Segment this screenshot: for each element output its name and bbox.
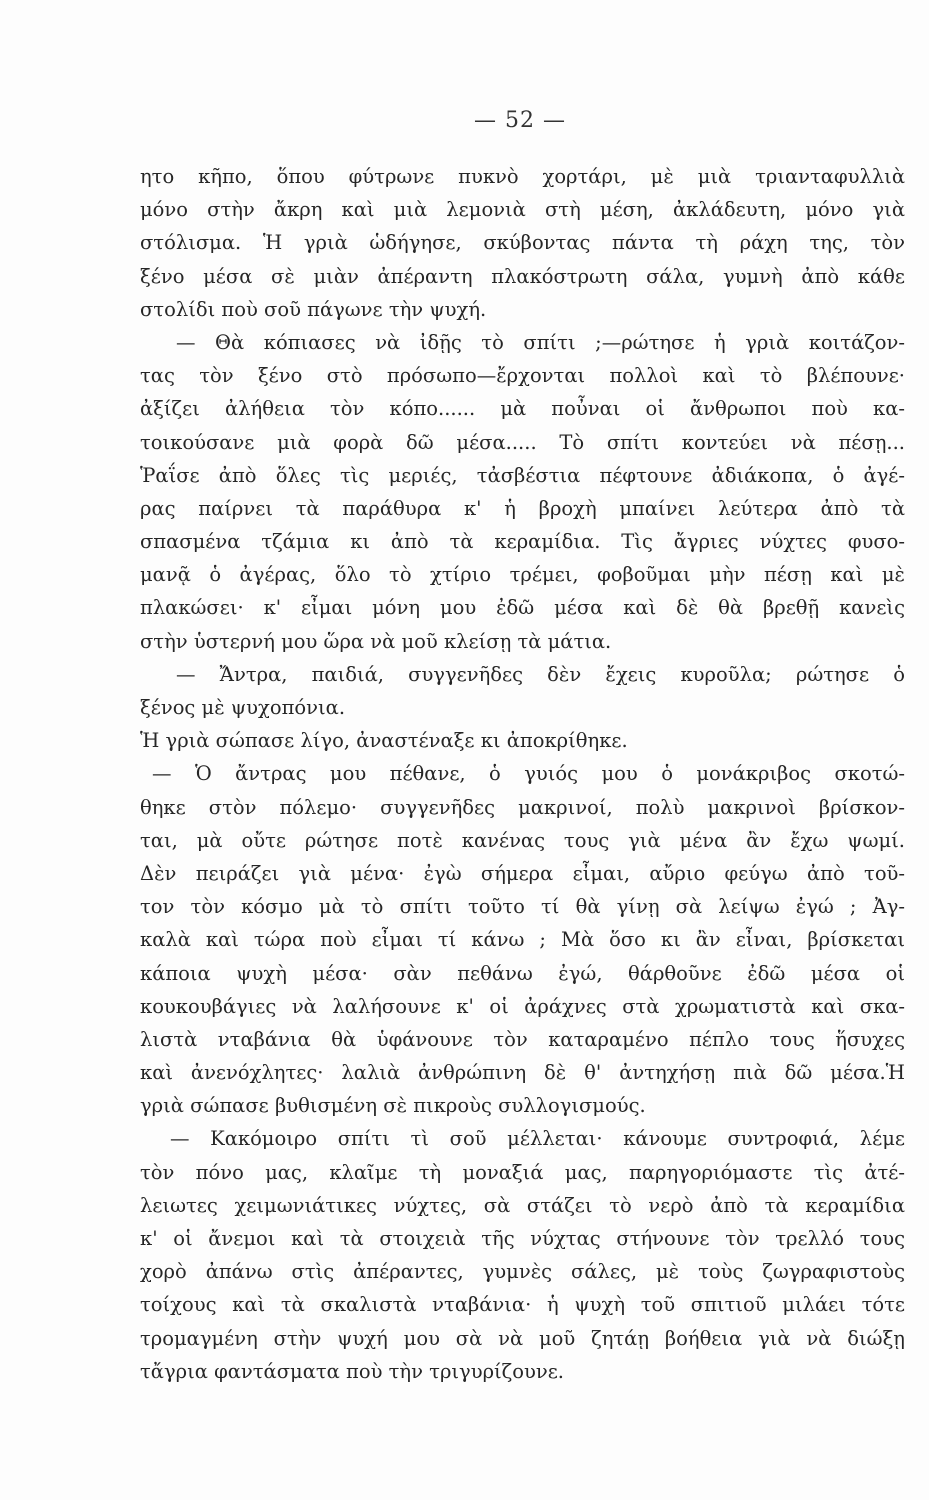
text-line: τον τὸν κόσμο μὰ τὸ σπίτι τοῦτο τί θὰ γίνῃ σὰ λείψω ἐγώ ; Ἀγ- <box>140 895 905 919</box>
text-line: ξένο μέσα σὲ μιὰν ἀπέραντη πλακόστρωτη σάλα, γυμνὴ ἀπὸ κάθε <box>140 264 905 288</box>
text-line: λιστὰ νταβάνια θὰ ὑφάνουνε τὸν καταραμένο πέπλο τους ἥσυχες <box>140 1027 905 1051</box>
text-line: τρομαγμένη στὴν ψυχή μου σὰ νὰ μοῦ ζητάῃ βοήθεια γιὰ νὰ διώξῃ <box>140 1326 905 1350</box>
page-number: — 52 — <box>474 108 566 133</box>
text-line: στόλισμα. Ἡ γριὰ ὡδήγησε, σκύβοντας πάντα τὴ ράχη της, τὸν <box>140 231 905 255</box>
text-line: τας τὸν ξένο στὸ πρόσωπο—ἔρχονται πολλοὶ καὶ τὸ βλέπουνε· <box>140 364 905 388</box>
text-line: χορὸ ἀπάνω στὶς ἀπέραντες, γυμνὲς σάλες, μὲ τοὺς ζωγραφιστοὺς <box>140 1260 905 1284</box>
text-line: κουκουβάγιες νὰ λαλήσουνε κ' οἱ ἀράχνες στὰ χρωματιστὰ καὶ σκα- <box>140 994 905 1018</box>
text-line: Ἡ γριὰ σώπασε λίγο, ἀναστέναξε κι ἀποκρίθηκε. <box>140 729 628 753</box>
text-line: Ῥαΐσε ἀπὸ ὅλες τὶς μεριές, τἀσβέστια πέφτουνε ἀδιάκοπα, ὁ ἀγέ- <box>140 463 905 487</box>
text-line: ρας παίρνει τὰ παράθυρα κ' ἡ βροχὴ μπαίνει λεύτερα ἀπὸ τὰ <box>140 496 905 520</box>
text-line: τἄγρια φαντάσματα ποὺ τὴν τριγυρίζουνε. <box>140 1359 564 1383</box>
text-line: τὸν πόνο μας, κλαῖμε τὴ μοναξιά μας, παρηγοριόμαστε τὶς ἀτέ- <box>140 1160 905 1184</box>
text-line: μανᾷ ὁ ἀγέρας, ὅλο τὸ χτίριο τρέμει, φοβοῦμαι μὴν πέσῃ καὶ μὲ <box>140 563 905 587</box>
text-line: Δὲν πειράζει γιὰ μένα· ἐγὼ σήμερα εἶμαι, αὔριο φεύγω ἀπὸ τοῦ- <box>140 861 905 885</box>
text-line: στὴν ὑστερνή μου ὥρα νὰ μοῦ κλείσῃ τὰ μάτια. <box>140 629 612 653</box>
text-line: τοίχους καὶ τὰ σκαλιστὰ νταβάνια· ἡ ψυχὴ τοῦ σπιτιοῦ μιλάει τότε <box>140 1293 905 1317</box>
text-line: — Θὰ κόπιασες νὰ ἰδῇς τὸ σπίτι ;—ρώτησε ἡ γριὰ κοιτάζον- <box>176 330 905 354</box>
text-line: — Ὁ ἄντρας μου πέθανε, ὁ γυιός μου ὁ μονάκριβος σκοτώ- <box>152 762 905 786</box>
text-line: — Κακόμοιρο σπίτι τὶ σοῦ μέλλεται· κάνουμε συντροφιά, λέμε <box>170 1127 905 1151</box>
text-line: πλακώσει· κ' εἶμαι μόνη μου ἐδῶ μέσα καὶ δὲ θὰ βρεθῇ κανεὶς <box>140 596 905 620</box>
text-line: μόνο στὴν ἄκρη καὶ μιὰ λεμονιὰ στὴ μέση, ἀκλάδευτη, μόνο γιὰ <box>140 198 905 222</box>
text-line: λειωτες χειμωνιάτικες νύχτες, σὰ στάζει τὸ νερὸ ἀπὸ τὰ κεραμίδια <box>140 1193 905 1217</box>
text-line: στολίδι ποὺ σοῦ πάγωνε τὴν ψυχή. <box>140 297 487 321</box>
text-line: σπασμένα τζάμια κι ἀπὸ τὰ κεραμίδια. Τὶς ἄγριες νύχτες φυσο- <box>140 530 905 554</box>
text-line: καλὰ καὶ τώρα ποὺ εἶμαι τί κάνω ; Μὰ ὅσο κι ἂν εἶναι, βρίσκεται <box>140 928 905 952</box>
text-line: γριὰ σώπασε βυθισμένη σὲ πικροὺς συλλογισμούς. <box>140 1094 646 1118</box>
text-line: ἀξίζει ἀλήθεια τὸν κόπο...... μὰ ποὖναι οἱ ἄνθρωποι ποὺ κα- <box>140 397 905 421</box>
text-line: ται, μὰ οὔτε ρώτησε ποτὲ κανένας τους γιὰ μένα ἂν ἔχω ψωμί. <box>140 828 905 852</box>
text-line: — Ἄντρα, παιδιά, συγγενῆδες δὲν ἔχεις κυροῦλα; ρώτησε ὁ <box>176 662 905 686</box>
body-text <box>140 160 905 1388</box>
text-line: θηκε στὸν πόλεμο· συγγενῆδες μακρινοί, πολὺ μακρινοὶ βρίσκον- <box>140 795 905 819</box>
text-line: κάποια ψυχὴ μέσα· σὰν πεθάνω ἐγώ, θάρθοῦνε ἐδῶ μέσα οἱ <box>140 961 905 985</box>
text-line: τοικούσανε μιὰ φορὰ δῶ μέσα..... Τὸ σπίτι κοντεύει νὰ πέσῃ... <box>140 430 905 454</box>
text-line: καὶ ἀνενόχλητες· λαλιὰ ἀνθρώπινη δὲ θ' ἀντηχήσῃ πιὰ δῶ μέσα.Ἡ <box>140 1061 905 1085</box>
text-line: κ' οἱ ἄνεμοι καὶ τὰ στοιχειὰ τῆς νύχτας στήνουνε τὸν τρελλό τους <box>140 1227 905 1250</box>
text-line: ητο κῆπο, ὅπου φύτρωνε πυκνὸ χορτάρι, μὲ μιὰ τριανταφυλλιὰ <box>140 165 905 188</box>
text-line: ξένος μὲ ψυχοπόνια. <box>140 696 346 719</box>
